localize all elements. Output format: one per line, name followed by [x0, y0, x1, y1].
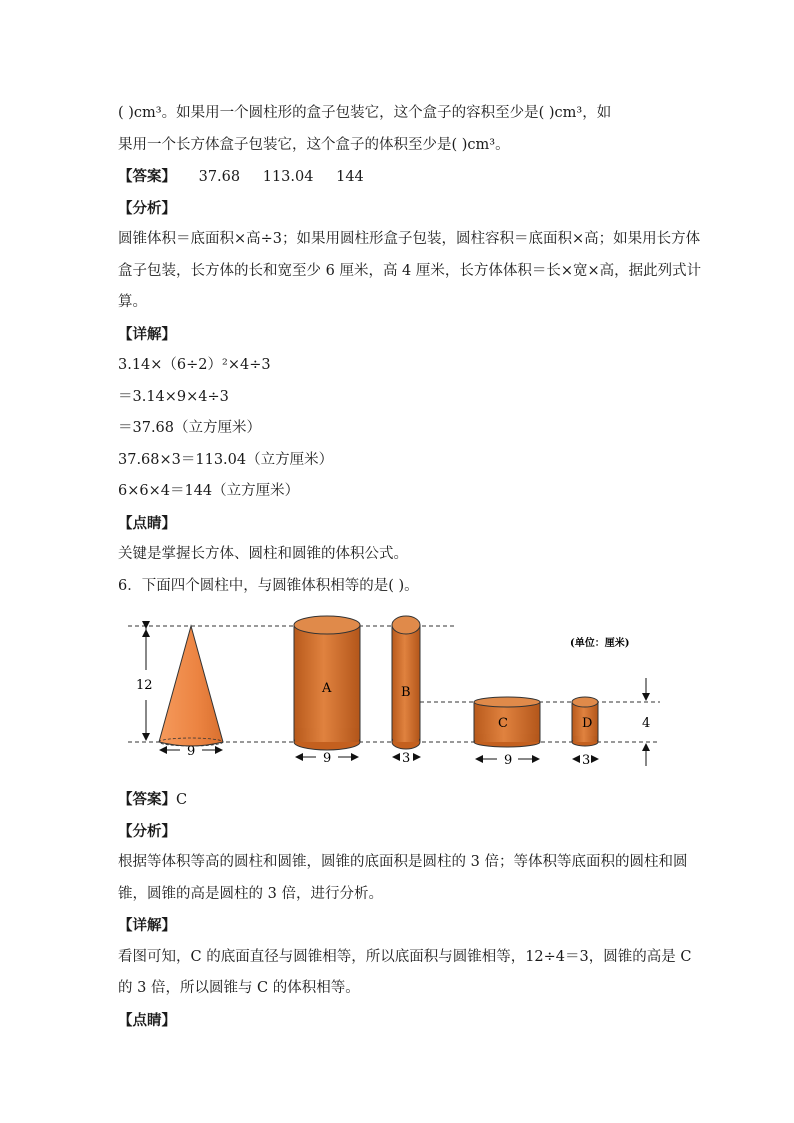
cylinder-b-top: [392, 616, 420, 634]
cylinder-c-top: [474, 697, 540, 707]
analysis-line: 算。: [118, 294, 147, 310]
answer-tag: 【答案】: [118, 168, 176, 185]
answer-value: C: [176, 792, 188, 808]
unit-label: (单位：厘米): [570, 638, 630, 649]
analysis-line: 锥，圆锥的高是圆柱的 3 倍，进行分析。: [118, 885, 383, 902]
detail-line: 看图可知，C 的底面直径与圆锥相等，所以底面积与圆锥相等，12÷4＝3，圆锥的高是 C: [118, 948, 692, 965]
cylinder-a-label: A: [322, 681, 332, 696]
cone-base-label: 9: [187, 744, 196, 759]
point-line: 关键是掌握长方体、圆柱和圆锥的体积公式。: [118, 546, 408, 562]
cylinder-d-base-label: 3: [582, 753, 591, 768]
answer-value-1: 37.68: [198, 169, 241, 185]
short-height-label: 4: [642, 716, 651, 731]
cylinder-b-base-label: 3: [402, 751, 411, 766]
volume-figure: [118, 610, 678, 770]
cylinder-c-base-label: 9: [504, 753, 513, 768]
cylinder-d-label: D: [582, 716, 593, 731]
point-tag: 【点睛】: [118, 514, 176, 532]
cylinder-a-top: [294, 616, 360, 634]
detail-line: 37.68×3＝113.04（立方厘米）: [118, 451, 334, 468]
analysis-tag: 【分析】: [118, 822, 176, 840]
detail-line: ＝37.68（立方厘米）: [118, 420, 262, 436]
answer-tag: 【答案】: [118, 791, 176, 808]
cylinder-a-base-label: 9: [323, 751, 332, 766]
question-5-line-2: 果用一个长方体盒子包装它，这个盒子的体积至少是( )cm³。: [118, 136, 510, 153]
detail-tag: 【详解】: [118, 325, 176, 343]
analysis-line: 盒子包装，长方体的长和宽至少 6 厘米，高 4 厘米，长方体体积＝长×宽×高，据此列式计: [118, 262, 702, 279]
analysis-tag: 【分析】: [118, 199, 176, 217]
question-6: 6．下面四个圆柱中，与圆锥体积相等的是( )。: [118, 577, 419, 594]
analysis-line: 圆锥体积＝底面积×高÷3；如果用圆柱形盒子包装，圆柱容积＝底面积×高；如果用长方体: [118, 231, 701, 247]
cylinder-b-label: B: [401, 685, 411, 700]
figure-svg: [0, 610, 794, 770]
answer-value-2: 113.04: [262, 169, 314, 185]
document-page: [118, 98, 702, 1036]
detail-line: 的 3 倍，所以圆锥与 C 的体积相等。: [118, 980, 360, 996]
point-tag: 【点睛】: [118, 1011, 176, 1029]
question-5-line-1: ( )cm³。如果用一个圆柱形的盒子包装它，这个盒子的容积至少是( )cm³，如: [118, 105, 612, 121]
cone-height-label: 12: [136, 678, 153, 693]
detail-tag: 【详解】: [118, 917, 176, 934]
cylinder-d-top: [572, 697, 598, 707]
answer-row-5: [118, 161, 678, 193]
detail-line: 3.14×（6÷2）²×4÷3: [118, 357, 271, 373]
answer-row-6: [118, 784, 678, 816]
analysis-line: 根据等体积等高的圆柱和圆锥，圆锥的底面积是圆柱的 3 倍；等体积等底面积的圆柱和圆: [118, 854, 688, 870]
detail-line: 6×6×4＝144（立方厘米）: [118, 483, 300, 499]
cylinder-b: [392, 625, 420, 742]
cone-shape: [159, 626, 223, 746]
answer-value-3: 144: [336, 169, 364, 185]
detail-line: ＝3.14×9×4÷3: [118, 388, 229, 405]
cylinder-c-label: C: [498, 716, 508, 731]
